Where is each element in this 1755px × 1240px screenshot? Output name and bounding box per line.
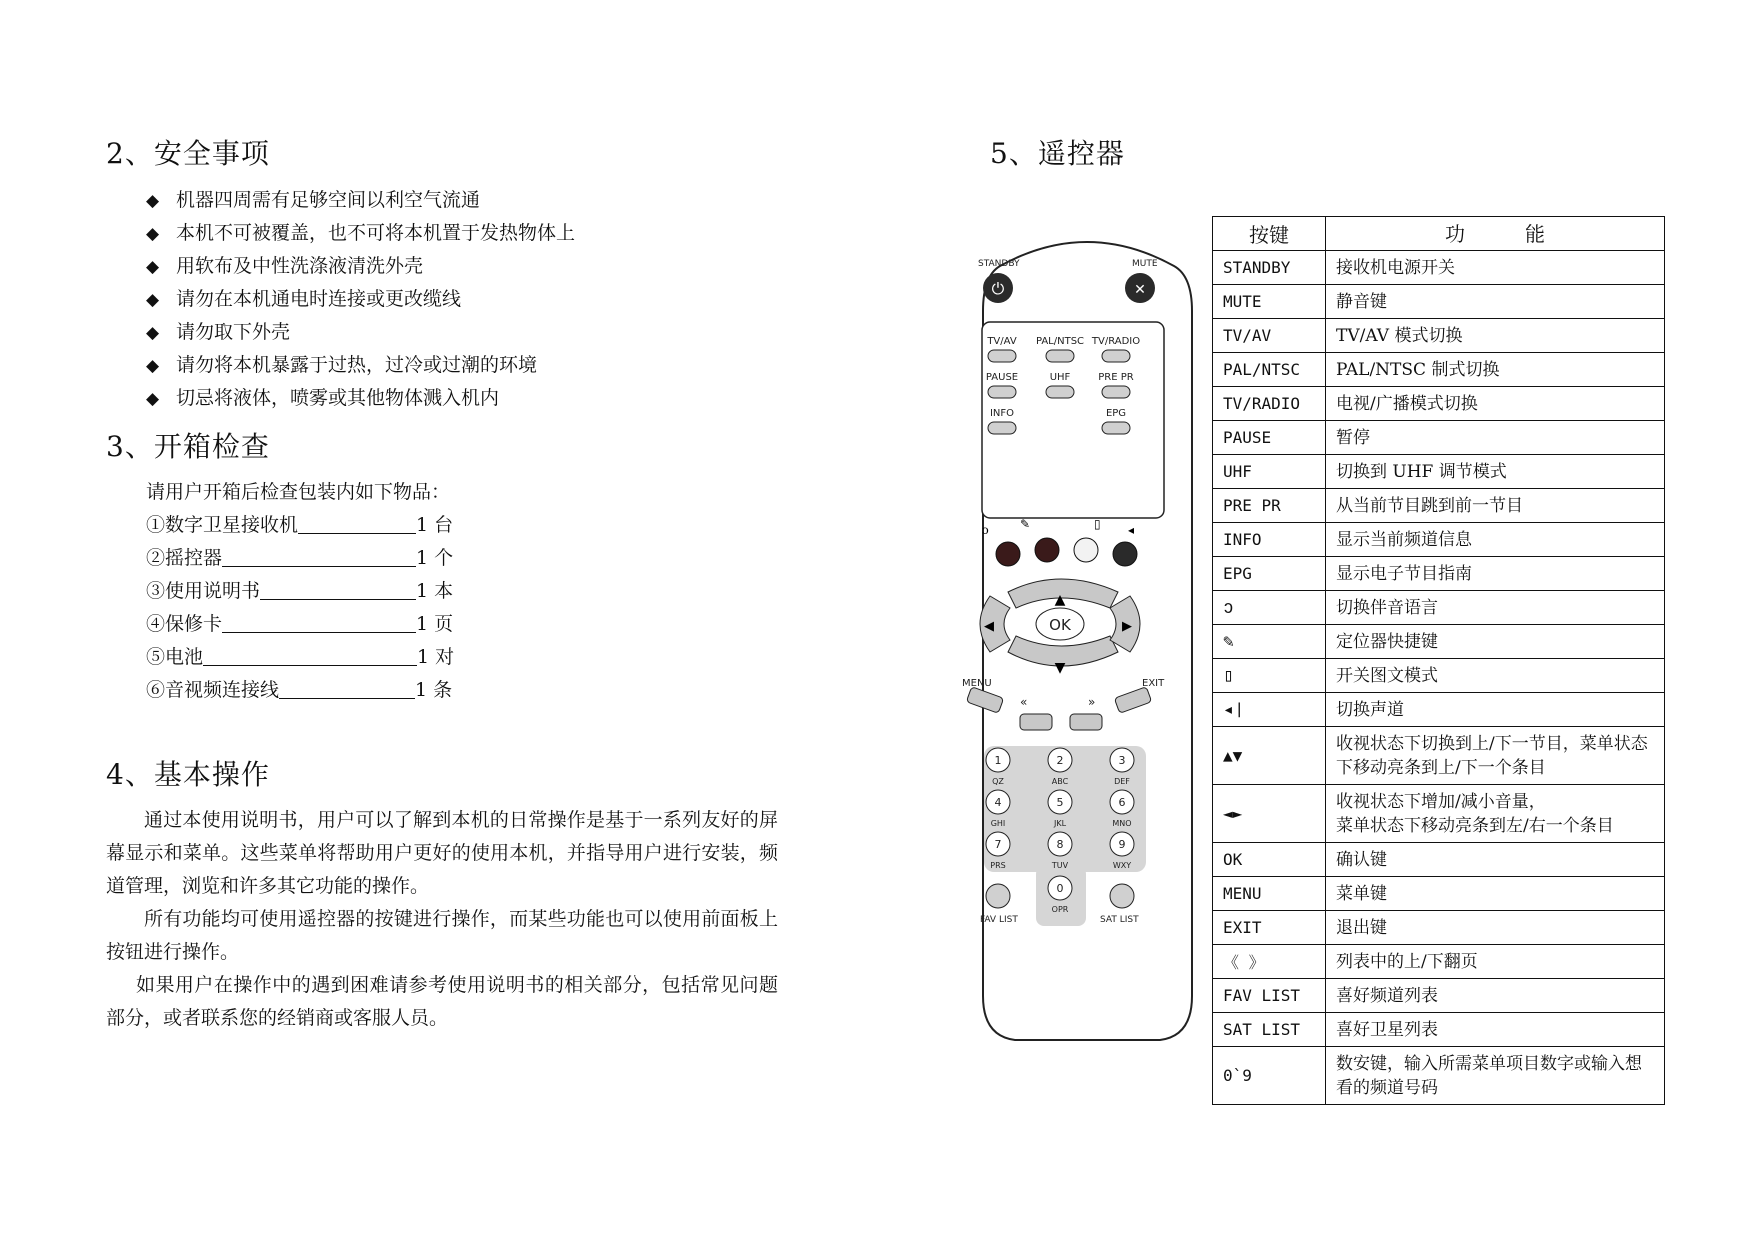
panel-button-label: PAL/NTSC	[1035, 336, 1085, 347]
digit-sub-label: DEF	[1114, 777, 1130, 786]
key-cell: ▲▼	[1213, 727, 1326, 785]
mute-label: MUTE	[1132, 259, 1158, 269]
key-cell: MUTE	[1213, 285, 1326, 319]
function-cell: 静音键	[1326, 285, 1665, 319]
list-item: ⑥音视频连接线 1 条	[146, 679, 453, 701]
table-row	[1213, 489, 1665, 523]
list-item: ①数字卫星接收机 1 台	[146, 514, 454, 536]
diamond-bullet-icon: ◆	[146, 356, 160, 376]
digit-label: 9	[1118, 838, 1126, 851]
paragraph: 所有功能均可使用遥控器的按键进行操作，而某些功能也可以使用前面板上按钮进行操作。	[106, 908, 778, 963]
key-cell: UHF	[1213, 455, 1326, 489]
key-cell: 0`9	[1213, 1047, 1326, 1105]
panel-button	[1102, 386, 1130, 398]
table-row	[1213, 785, 1665, 843]
right-arrow-icon: ▶	[1122, 619, 1132, 634]
teletext-icon: ▯	[1223, 665, 1234, 686]
section2-title: 2、安全事项	[106, 137, 270, 170]
diamond-bullet-icon: ◆	[146, 191, 160, 211]
fav-list-button	[986, 884, 1010, 908]
power-icon: ⏻	[991, 279, 1005, 298]
table-row	[1213, 353, 1665, 387]
diamond-bullet-icon: ◆	[146, 323, 160, 343]
key-cell	[1213, 591, 1326, 625]
function-cell: TV/AV 模式切换	[1326, 319, 1665, 353]
key-cell: SAT LIST	[1213, 1013, 1326, 1047]
page-down-button	[1070, 714, 1102, 730]
table-row	[1213, 455, 1665, 489]
unpack-intro: 请用户开箱后检查包装内如下物品：	[146, 481, 451, 503]
function-cell: 切换到 UHF 调节模式	[1326, 455, 1665, 489]
key-cell: MENU	[1213, 877, 1326, 911]
remote-control-illustration	[960, 236, 1215, 1050]
digit-sub-label: TUV	[1051, 861, 1069, 870]
list-item: ◆ 机器四周需有足够空间以利空气流通	[146, 184, 575, 217]
panel-button	[1046, 386, 1074, 398]
function-cell: 退出键	[1326, 911, 1665, 945]
table-row	[1213, 285, 1665, 319]
table-row	[1213, 979, 1665, 1013]
key-cell: PAUSE	[1213, 421, 1326, 455]
list-item: ◆ 用软布及中性洗涤液清洗外壳	[146, 250, 575, 283]
diamond-bullet-icon: ◆	[146, 389, 160, 409]
page-down-label: »	[1088, 695, 1096, 709]
basic-operation-text	[106, 804, 778, 1035]
table-row	[1213, 877, 1665, 911]
list-item: ⑤电池 1 对	[146, 646, 455, 668]
panel-button-label: PAUSE	[985, 372, 1019, 383]
function-cell: 暂停	[1326, 421, 1665, 455]
table-row	[1213, 421, 1665, 455]
sat-list-label: SAT LIST	[1100, 915, 1139, 925]
panel-button	[1102, 422, 1130, 434]
function-cell: 收视状态下切换到上/下一节目，菜单状态下移动亮条到上/下一个条目	[1326, 727, 1665, 785]
function-column-header: 功 能	[1326, 217, 1665, 251]
list-item: ◆ 本机不可被覆盖，也不可将本机置于发热物体上	[146, 217, 575, 250]
fav-list-label: FAV LIST	[980, 915, 1018, 925]
digit-label: 6	[1118, 796, 1126, 809]
digit-label: 8	[1056, 838, 1064, 851]
diamond-bullet-icon: ◆	[146, 290, 160, 310]
teletext-icon: ▯	[1094, 517, 1101, 531]
key-cell	[1213, 693, 1326, 727]
key-cell: ◄►	[1213, 785, 1326, 843]
key-function-table	[1212, 216, 1665, 1105]
green-button	[1035, 538, 1059, 562]
digit-label: 3	[1118, 754, 1126, 767]
key-cell: EPG	[1213, 557, 1326, 591]
digit-sub-label: JKL	[1053, 819, 1067, 828]
key-cell: TV/RADIO	[1213, 387, 1326, 421]
positioner-icon: ✎	[1020, 517, 1031, 531]
key-cell: PRE PR	[1213, 489, 1326, 523]
function-cell: 数安键，输入所需菜单项目数字或输入想看的频道号码	[1326, 1047, 1665, 1105]
mute-icon: ✕	[1134, 282, 1146, 298]
table-row	[1213, 945, 1665, 979]
function-cell: 切换声道	[1326, 693, 1665, 727]
list-item: ◆ 请勿在本机通电时连接或更改缆线	[146, 283, 575, 316]
digit-sub-label: WXY	[1112, 861, 1132, 870]
standby-label: STANDBY	[978, 259, 1020, 269]
diamond-bullet-icon: ◆	[146, 224, 160, 244]
panel-button	[1046, 350, 1074, 362]
function-cell: 定位器快捷键	[1326, 625, 1665, 659]
digit-label: 2	[1056, 754, 1064, 767]
panel-button-label: TV/AV	[987, 336, 1017, 347]
sound-channel-icon: ◂	[1128, 523, 1135, 537]
table-row	[1213, 557, 1665, 591]
digit-label: 1	[994, 754, 1002, 767]
function-cell: 显示电子节目指南	[1326, 557, 1665, 591]
panel-button-label: EPG	[1105, 408, 1127, 419]
red-button	[996, 542, 1020, 566]
table-row	[1213, 659, 1665, 693]
table-row	[1213, 523, 1665, 557]
list-item: ③使用说明书 1 本	[146, 580, 454, 602]
function-cell: PAL/NTSC 制式切换	[1326, 353, 1665, 387]
section4-title: 4、基本操作	[106, 758, 270, 791]
digit-label: 7	[994, 838, 1002, 851]
table-row	[1213, 843, 1665, 877]
digit-sub-label: MNO	[1112, 819, 1132, 828]
list-item: ◆ 请勿将本机暴露于过热，过冷或过潮的环境	[146, 349, 575, 382]
key-cell: INFO	[1213, 523, 1326, 557]
key-cell: EXIT	[1213, 911, 1326, 945]
function-cell: 喜好卫星列表	[1326, 1013, 1665, 1047]
digit-sub-label: ABC	[1051, 777, 1069, 786]
unpack-list	[146, 476, 454, 707]
panel-button	[988, 386, 1016, 398]
key-cell	[1213, 659, 1326, 693]
panel-button-label: TV/RADIO	[1091, 336, 1141, 347]
safety-list	[146, 184, 575, 415]
digit-sub-label: OPR	[1051, 905, 1069, 914]
sat-list-button	[1110, 884, 1134, 908]
sound-channel-icon: ◂❘	[1223, 699, 1245, 720]
list-item: ④保修卡 1 页	[146, 613, 454, 635]
diamond-bullet-icon: ◆	[146, 257, 160, 277]
audio-language-icon: ↄ	[982, 523, 989, 537]
function-cell: 列表中的上/下翻页	[1326, 945, 1665, 979]
panel-button-label: INFO	[989, 408, 1015, 419]
table-row	[1213, 911, 1665, 945]
white-button	[1074, 538, 1098, 562]
down-arrow-icon: ▼	[1054, 660, 1066, 676]
panel-button	[1102, 350, 1130, 362]
key-cell: 《 》	[1213, 945, 1326, 979]
list-item: ◆ 请勿取下外壳	[146, 316, 575, 349]
function-cell: 开关图文模式	[1326, 659, 1665, 693]
function-cell: 收视状态下增加/减小音量， 菜单状态下移动亮条到左/右一个条目	[1326, 785, 1665, 843]
paragraph: 如果用户在操作中的遇到困难请参考使用说明书的相关部分，包括常见问题部分，或者联系您的经销商或客服人员。	[106, 974, 778, 1029]
menu-label: MENU	[962, 678, 992, 689]
digit-sub-label: GHI	[990, 819, 1006, 828]
key-cell: FAV LIST	[1213, 979, 1326, 1013]
function-cell: 从当前节目跳到前一节目	[1326, 489, 1665, 523]
table-row	[1213, 693, 1665, 727]
function-cell: 喜好频道列表	[1326, 979, 1665, 1013]
digit-label: 5	[1056, 796, 1064, 809]
dark-button	[1113, 542, 1137, 566]
function-cell: 菜单键	[1326, 877, 1665, 911]
digit-sub-label: QZ	[992, 777, 1004, 786]
ok-label: OK	[1049, 616, 1071, 634]
table-row	[1213, 625, 1665, 659]
function-cell: 接收机电源开关	[1326, 251, 1665, 285]
list-item: ◆ 切忌将液体，喷雾或其他物体溅入机内	[146, 382, 575, 415]
key-cell: TV/AV	[1213, 319, 1326, 353]
table-header-row	[1213, 217, 1665, 251]
section3-title: 3、开箱检查	[106, 430, 270, 463]
table-row	[1213, 1013, 1665, 1047]
table-row	[1213, 1047, 1665, 1105]
page-up-label: «	[1020, 695, 1028, 709]
exit-label: EXIT	[1142, 678, 1165, 689]
key-cell: STANDBY	[1213, 251, 1326, 285]
table-row	[1213, 319, 1665, 353]
table-row	[1213, 727, 1665, 785]
key-cell: OK	[1213, 843, 1326, 877]
up-arrow-icon: ▲	[1054, 592, 1066, 608]
key-column-header: 按键	[1213, 217, 1326, 251]
digit-sub-label: PRS	[990, 861, 1006, 870]
panel-button	[988, 422, 1016, 434]
section5-title: 5、遥控器	[990, 137, 1125, 170]
table-row	[1213, 387, 1665, 421]
panel-button-label: UHF	[1049, 372, 1071, 383]
page-up-button	[1020, 714, 1052, 730]
function-cell: 切换伴音语言	[1326, 591, 1665, 625]
digit-label: 0	[1056, 882, 1064, 895]
list-item: ②摇控器 1 个	[146, 547, 454, 569]
paragraph: 通过本使用说明书，用户可以了解到本机的日常操作是基于一系列友好的屏幕显示和菜单。这些菜单将帮助用户更好的使用本机，并指导用户进行安装，频道管理，浏览和许多其它功能的操作。	[106, 809, 778, 897]
function-cell: 电视/广播模式切换	[1326, 387, 1665, 421]
function-cell: 确认键	[1326, 843, 1665, 877]
panel-button	[988, 350, 1016, 362]
positioner-icon: ✎	[1223, 631, 1234, 652]
panel-button-label: PRE PR	[1098, 372, 1134, 383]
audio-language-icon: ↄ	[1223, 596, 1234, 618]
function-cell: 显示当前频道信息	[1326, 523, 1665, 557]
table-row	[1213, 591, 1665, 625]
key-cell: PAL/NTSC	[1213, 353, 1326, 387]
key-cell	[1213, 625, 1326, 659]
table-row	[1213, 251, 1665, 285]
digit-label: 4	[994, 796, 1002, 809]
left-arrow-icon: ◀	[984, 619, 994, 634]
